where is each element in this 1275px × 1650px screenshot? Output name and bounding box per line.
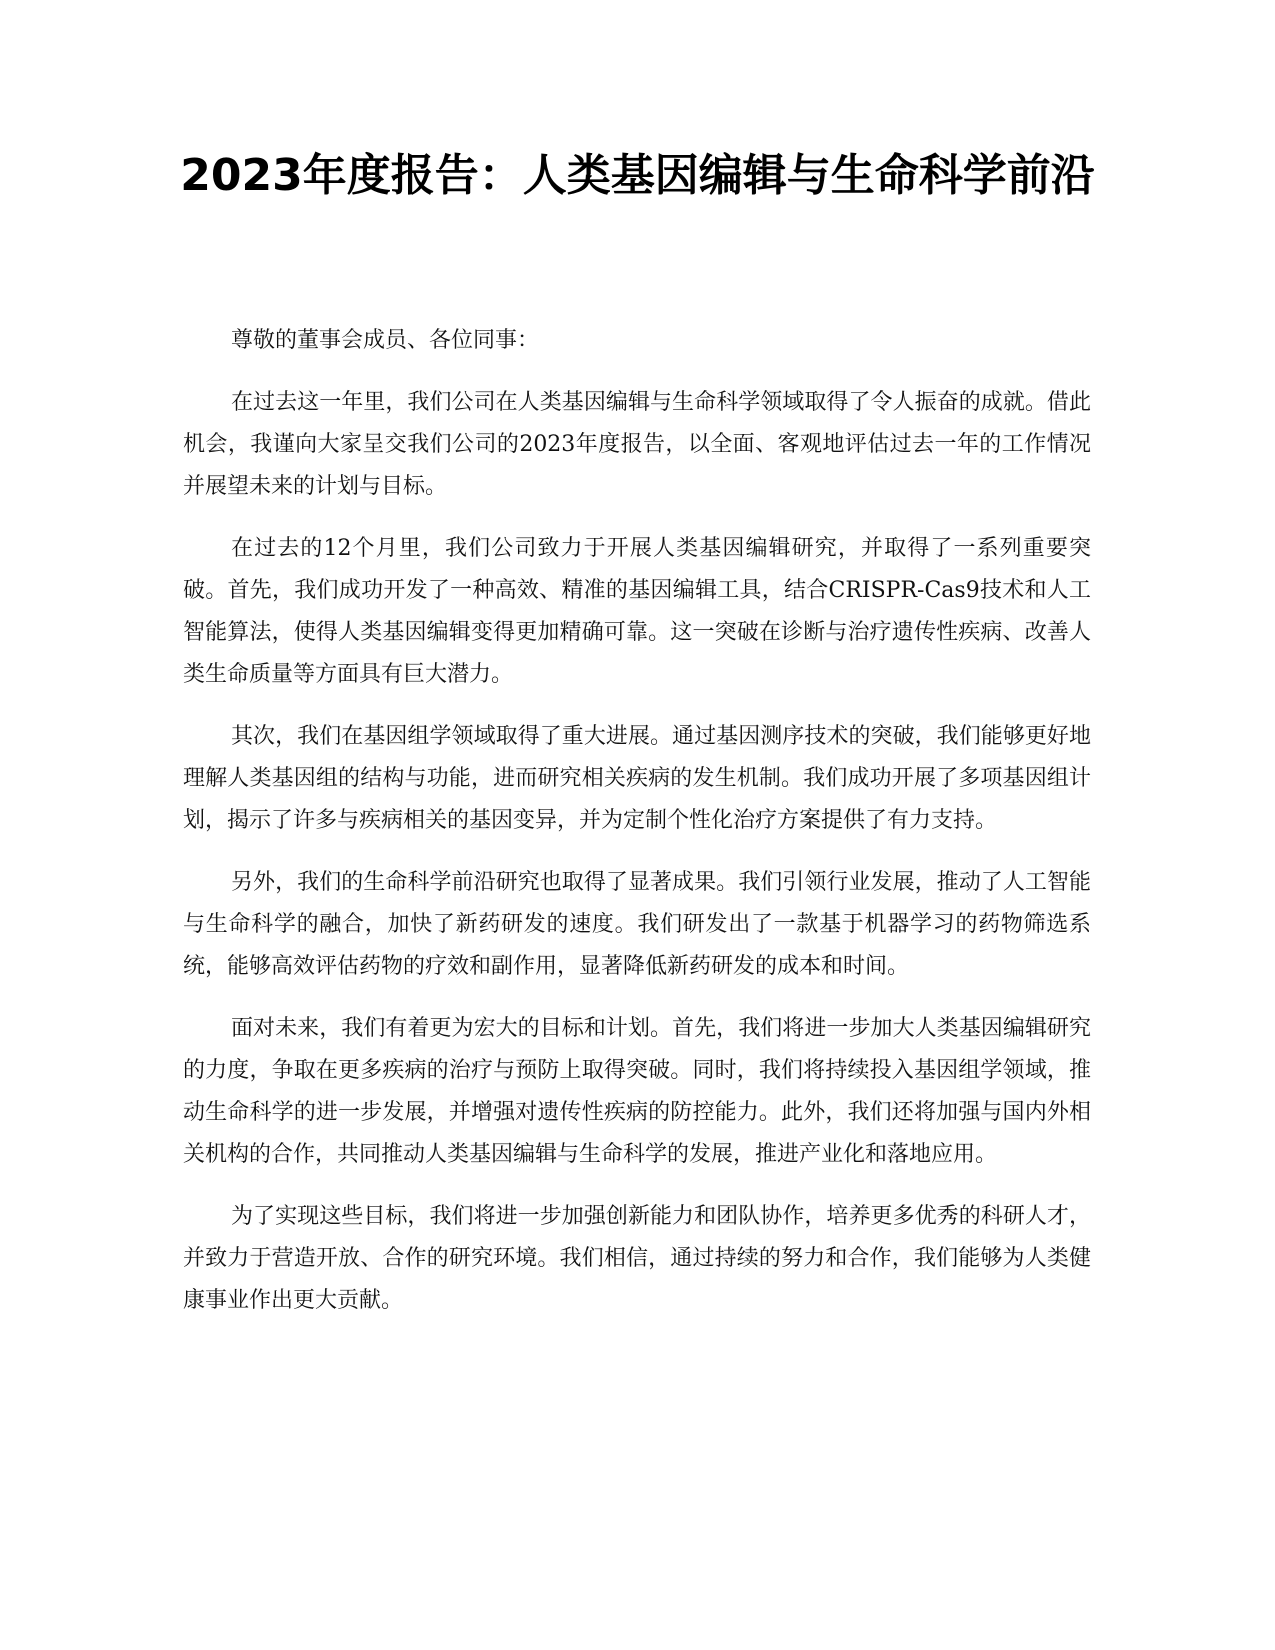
paragraph-4: 另外，我们的生命科学前沿研究也取得了显著成果。我们引领行业发展，推动了人工智能与生命科学的融合，加快了新药研发的速度。我们研发出了一款基于机器学习的药物筛选系统，能够高效评估药物的疗效和副作用，显著降低新药研发的成本和时间。 xyxy=(183,870,1091,979)
salutation: 尊敬的董事会成员、各位同事： xyxy=(231,328,540,353)
paragraph-3: 其次，我们在基因组学领域取得了重大进展。通过基因测序技术的突破，我们能够更好地理解人类基因组的结构与功能，进而研究相关疾病的发生机制。我们成功开展了多项基因组计划，揭示了许多与疾病相关的基因变异，并为定制个性化治疗方案提供了有力支持。 xyxy=(183,724,1091,833)
paragraph-1: 在过去这一年里，我们公司在人类基因编辑与生命科学领域取得了令人振奋的成就。借此机会，我谨向大家呈交我们公司的2023年度报告，以全面、客观地评估过去一年的工作情况并展望未来的计划与目标。 xyxy=(183,390,1091,499)
paragraph-2: 在过去的12个月里，我们公司致力于开展人类基因编辑研究，并取得了一系列重要突破。首先，我们成功开发了一种高效、精准的基因编辑工具，结合CRISPR-Cas9技术和人工智能算法，使得人类基因编辑变得更加精确可靠。这一突破在诊断与治疗遗传性疾病、改善人类生命质量等方面具有巨大潜力。 xyxy=(183,536,1091,687)
paragraph-6: 为了实现这些目标，我们将进一步加强创新能力和团队协作，培养更多优秀的科研人才，并致力于营造开放、合作的研究环境。我们相信，通过持续的努力和合作，我们能够为人类健康事业作出更大贡献。 xyxy=(183,1204,1091,1313)
document-body xyxy=(183,320,1091,1342)
document-title: 2023年度报告：人类基因编辑与生命科学前沿 xyxy=(180,150,1095,201)
paragraph-5: 面对未来，我们有着更为宏大的目标和计划。首先，我们将进一步加大人类基因编辑研究的力度，争取在更多疾病的治疗与预防上取得突破。同时，我们将持续投入基因组学领域，推动生命科学的进一步发展，并增强对遗传性疾病的防控能力。此外，我们还将加强与国内外相关机构的合作，共同推动人类基因编辑与生命科学的发展，推进产业化和落地应用。 xyxy=(183,1016,1091,1167)
